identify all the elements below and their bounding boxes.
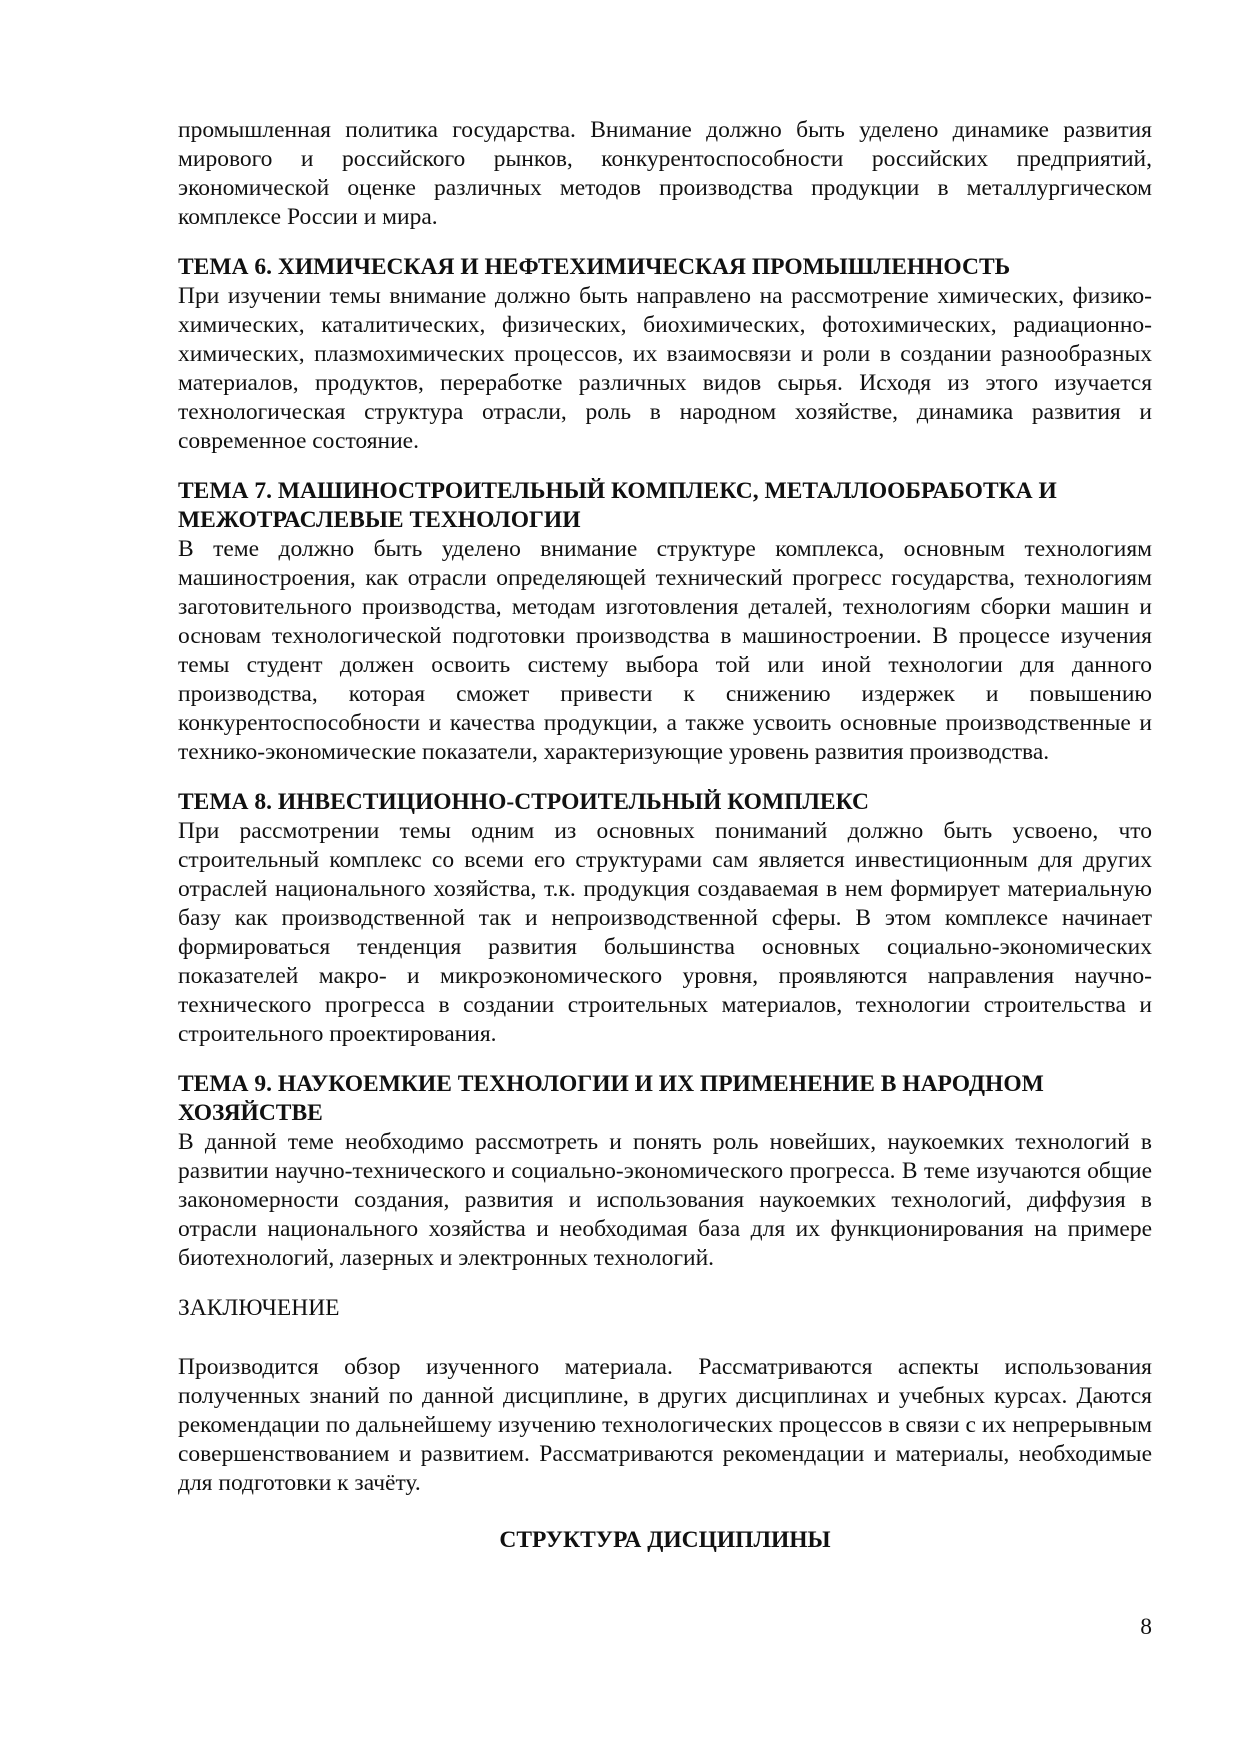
section-heading: ТЕМА 8. ИНВЕСТИЦИОННО-СТРОИТЕЛЬНЫЙ КОМПЛЕКС: [178, 789, 870, 815]
section-topic-8: [178, 788, 1152, 1049]
section-body: При изучении темы внимание должно быть направлено на рассмотрение химических, физико-химических, каталитических, физических, биохимических, фотохимических, радиационно-химических, плазмохимических процессов, их взаимосвязи и роли в создании разнообразных материалов, продуктов, переработке различных видов сырья. Исходя из этого изучается технологическая структура отрасли, роль в народном хозяйстве, динамика развития и современное состояние.: [178, 283, 1152, 454]
section-structure: [178, 1526, 1152, 1555]
section-heading: ТЕМА 6. ХИМИЧЕСКАЯ И НЕФТЕХИМИЧЕСКАЯ ПРОМЫШЛЕННОСТЬ: [178, 254, 1011, 280]
conclusion-heading: ЗАКЛЮЧЕНИЕ: [178, 1295, 340, 1321]
section-conclusion: [178, 1294, 1152, 1498]
section-topic-7: [178, 477, 1152, 767]
conclusion-body: Производится обзор изученного материала. Рассматриваются аспекты использования полученных знаний по данной дисциплине, в других дисциплинах и учебных курсах. Даются рекомендации по дальнейшему изучению технологических процессов в связи с их непрерывным совершенствованием и развитием. Рассматриваются рекомендации и материалы, необходимые для подготовки к зачёту.: [178, 1354, 1152, 1496]
page-number: 8: [1140, 1614, 1152, 1640]
section-topic-6: [178, 253, 1152, 456]
section-topic-9: [178, 1070, 1152, 1273]
section-body: В данной теме необходимо рассмотреть и понять роль новейших, наукоемких технологий в развитии научно-технического и социально-экономического прогресса. В теме изучаются общие закономерности создания, развития и использования наукоемких технологий, диффузия в отрасли национального хозяйства и необходимая база для их функционирования на примере биотехнологий, лазерных и электронных технологий.: [178, 1129, 1152, 1271]
section-heading: ТЕМА 7. МАШИНОСТРОИТЕЛЬНЫЙ КОМПЛЕКС, МЕТАЛЛООБРАБОТКА И МЕЖОТРАСЛЕВЫЕ ТЕХНОЛОГИИ: [178, 478, 1057, 533]
section-body: В теме должно быть уделено внимание структуре комплекса, основным технологиям машиностроения, как отрасли определяющей технический прогресс государства, технологиям заготовительного производства, методам изготовления деталей, технологиям сборки машин и основам технологической подготовки производства в машиностроении. В процессе изучения темы студент должен освоить систему выбора той или иной технологии для данного производства, которая сможет привести к снижению издержек и повышению конкурентоспособности и качества продукции, а также усвоить основные производственные и технико-экономические показатели, характеризующие уровень развития производства.: [178, 536, 1152, 765]
section-heading: ТЕМА 9. НАУКОЕМКИЕ ТЕХНОЛОГИИ И ИХ ПРИМЕНЕНИЕ В НАРОДНОМ ХОЗЯЙСТВЕ: [178, 1071, 1044, 1126]
section-body: При рассмотрении темы одним из основных пониманий должно быть усвоено, что строительный комплекс со всеми его структурами сам является инвестиционным для других отраслей национального хозяйства, т.к. продукция создаваемая в нем формирует материальную базу как производственной так и непроизводственной сферы. В этом комплексе начинает формироваться тенденция развития большинства основных социально-экономических показателей макро- и микроэкономического уровня, проявляются направления научно-технического прогресса в создании строительных материалов, технологии строительства и строительного проектирования.: [178, 818, 1152, 1047]
document-page: [178, 116, 1152, 1555]
intro-paragraph: промышленная политика государства. Внимание должно быть уделено динамике развития мирового и российского рынков, конкурентоспособности российских предприятий, экономической оценке различных методов производства продукции в металлургическом комплексе России и мира.: [178, 117, 1152, 230]
structure-heading: СТРУКТУРА ДИСЦИПЛИНЫ: [499, 1527, 831, 1553]
